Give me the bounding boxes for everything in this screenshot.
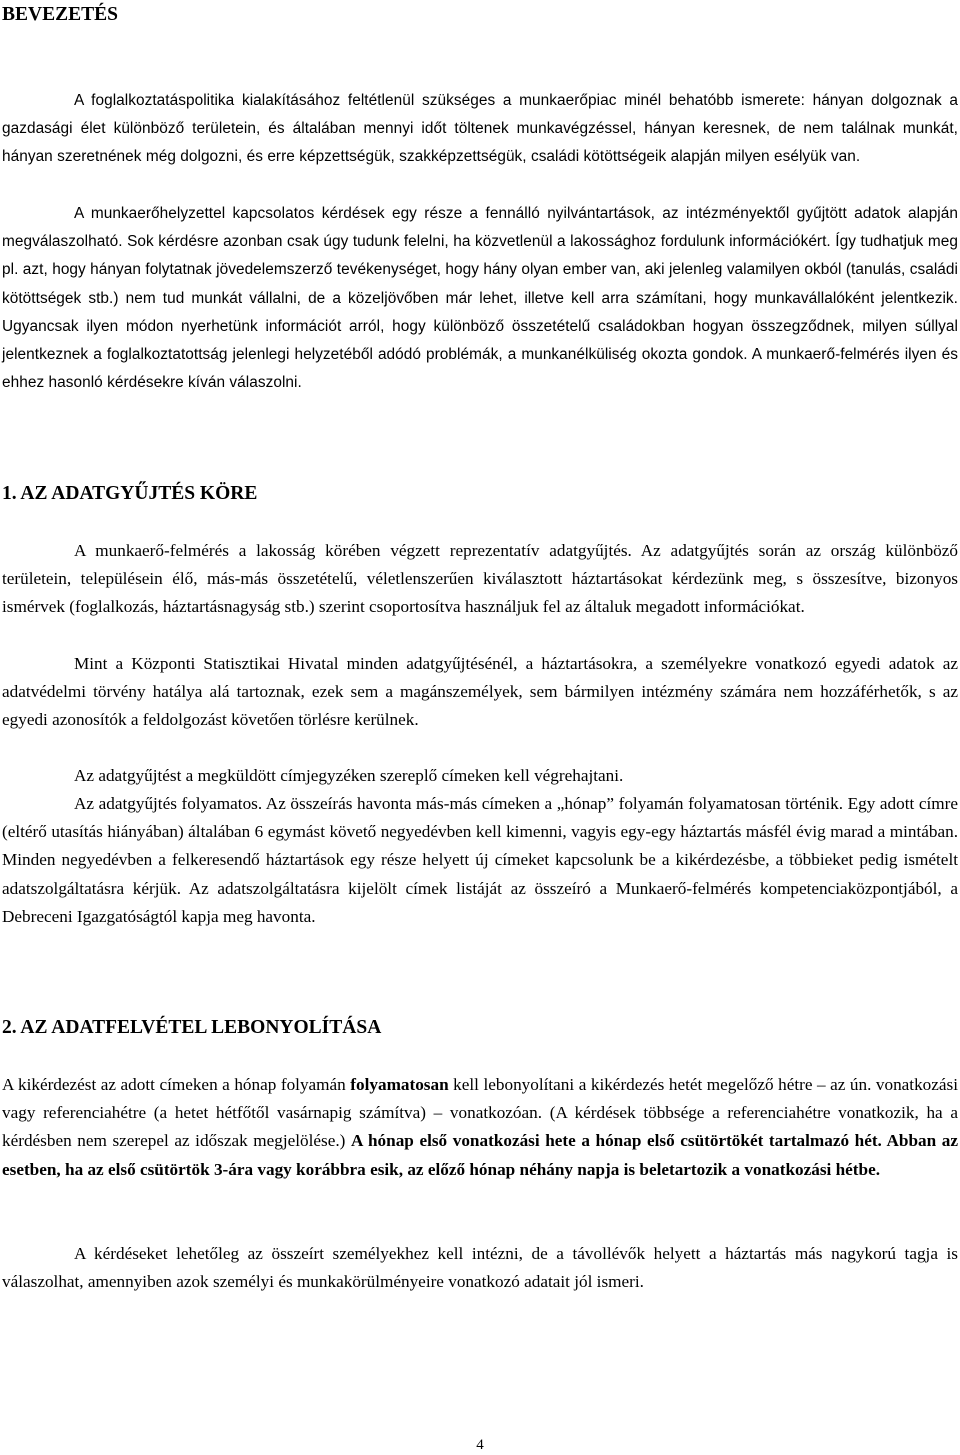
intro-paragraph-2-text: A munkaerőhelyzettel kapcsolatos kérdések egy része a fennálló nyilvántartások, az intézményektől gyűjtött adatok alapján megválaszolható. <box>2 205 958 251</box>
section-2-heading: 2. AZ ADATFELVÉTEL LEBONYOLÍTÁSA <box>2 1017 382 1038</box>
section-2-emphasis-folyamatosan: folyamatosan <box>350 1075 449 1094</box>
section-2-paragraph-1 <box>2 1071 958 1184</box>
page-title: BEVEZETÉS <box>2 4 118 25</box>
intro-paragraph-1: A foglalkoztatáspolitika kialakításához feltétlenül szükséges a munkaerőpiac minél behatóbb ismerete: hányan dolgoznak a gazdasági élet különböző területein, és általában mennyi időt töltenek munkavégzéssel, hányan keresnek, de nem találnak munkát, hányan szeretnének még dolgozni, és erre képzettségük, szakképzettségük, családi kötöttségeik alapján milyen esélyük van. <box>2 92 958 166</box>
section-2-paragraph-1-middle: kell lebonyolítani a kikérdezés hetét megelőző hétre – az ún. vonatkozási vagy referenciahétre (a hetet hétfőtől vasárnapig számítva) – vonatkozóan. (A kérdések többsége a referenciahétre vonatkozik, ha a kérdésben nem szerepel az időszak megjelölése.) <box>2 1075 958 1151</box>
intro-paragraph-2-continuation: Sok kérdésre azonban csak úgy tudunk felelni, ha közvetlenül a lakossághoz fordulunk információkért. Így tudhatjuk meg pl. azt, hogy hányan folytatnak jövedelemszerző tevékenységet, hogy hány olyan ember van, aki jelenleg valamilyen okból (tanulás, családi kötöttségek stb.) nem tud munkát vállalni, de a közeljövőben már lehet, illetve kell arra számítani, hogy munkavállalóként jelentkezik. Ugyancsak ilyen módon nyerhetünk információt arról, hogy különböző összetételű családokban hogyan összegződnek, milyen súllyal jelentkeznek a foglalkoztatottság jelenlegi helyzetéből adódó problémák, a munkanélküliség okozta gondok. A munkaerő-felmérés ilyen és ehhez hasonló kérdésekre kíván válaszolni. <box>2 233 958 392</box>
section-1-paragraph-4: Az adatgyűjtés folyamatos. Az összeírás havonta más-más címeken a „hónap” folyamán folyamatosan történik. Egy adott címre (eltérő utasítás hiányában) általában 6 egymást követő negyedévben kell kimenni, vagyis egy-egy háztartás másfél évig marad a mintában. Minden negyedévben a felkeresendő háztartások egy része helyett új címeket kapcsolunk be a kikérdezésbe, a többieket pedig ismételt adatszolgáltatásra kérjük. Az adatszolgáltatásra kijelölt címek listáját az összeíró a Munkaerő-felmérés kompetenciaközpontjából, a Debreceni Igazgatóságtól kapja meg havonta. <box>2 794 958 926</box>
page-number: 4 <box>476 1437 484 1453</box>
section-1-heading: 1. AZ ADATGYŰJTÉS KÖRE <box>2 483 258 504</box>
section-2-emphasis-reference-week: A hónap első vonatkozási hete a hónap első csütörtökét tartalmazó hét. Abban az esetben, ha az első csütörtök 3-ára vagy korábbra esik, az előző hónap néhány napja is beletartozik a vonatkozási hétbe. <box>2 1131 958 1179</box>
section-2-paragraph-2: A kérdéseket lehetőleg az összeírt személyekhez kell intézni, de a távollévők helyett a háztartás más nagykorú tagja is válaszolhat, amennyiben azok személyi és munkakörülményeire vonatkozó adatait jól ismeri. <box>2 1244 958 1292</box>
section-1-paragraph-2: Mint a Központi Statisztikai Hivatal minden adatgyűjtésénél, a háztartásokra, a személyekre vonatkozó egyedi adatok az adatvédelmi törvény hatálya alá tartoznak, ezek sem a magánszemélyek, sem bármilyen intézmény számára nem hozzáférhetők, s az egyedi azonosítók a feldolgozást követően törlésre kerülnek. <box>2 654 958 730</box>
section-1-paragraph-3: Az adatgyűjtést a megküldött címjegyzéken szereplő címeken kell végrehajtani. <box>74 766 624 785</box>
section-1-paragraph-1: A munkaerő-felmérés a lakosság körében végzett reprezentatív adatgyűjtés. Az adatgyűjtés során az ország különböző területein, településein élő, más-más összetételű, véletlenszerűen kiválasztott háztartásokat kérdezünk meg, s összesítve, bizonyos ismérvek (foglalkozás, háztartásnagyság stb.) szerint csoportosítva használjuk fel az általuk megadott információkat. <box>2 541 958 617</box>
section-2-paragraph-1-start: A kikérdezést az adott címeken a hónap folyamán <box>2 1075 351 1094</box>
intro-paragraph-2 <box>2 200 958 397</box>
